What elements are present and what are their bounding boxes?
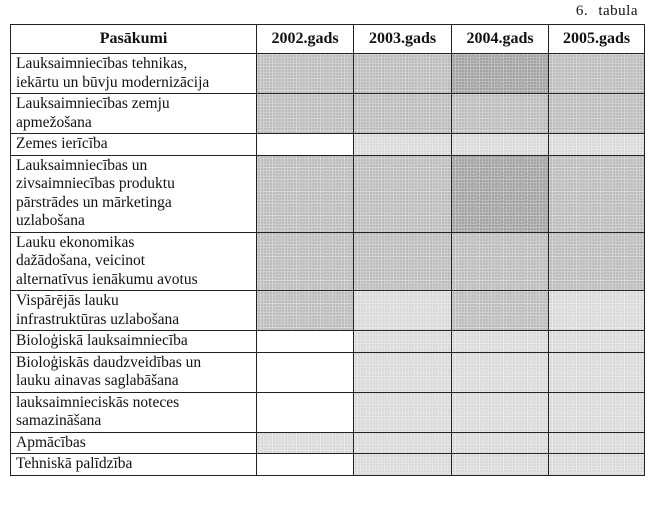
year-cell-2004 xyxy=(452,232,549,291)
year-cell-2004 xyxy=(452,54,549,94)
table-row xyxy=(11,331,645,353)
year-cell-2003 xyxy=(354,392,452,432)
year-cell-2002 xyxy=(257,352,354,392)
year-cell-2002 xyxy=(257,331,354,353)
year-cell-2003 xyxy=(354,352,452,392)
year-cell-2003 xyxy=(354,155,452,232)
year-cell-2004 xyxy=(452,432,549,454)
year-cell-2002 xyxy=(257,54,354,94)
table-body xyxy=(11,54,645,476)
year-cell-2002 xyxy=(257,155,354,232)
header-row xyxy=(11,25,645,54)
year-cell-2005 xyxy=(549,432,645,454)
measure-label: Vispārējās lauku infrastruktūras uzlabošana xyxy=(11,291,257,331)
table-row xyxy=(11,232,645,291)
measure-label: Lauksaimniecības zemju apmežošana xyxy=(11,94,257,134)
measure-label: lauksaimnieciskās noteces samazināšana xyxy=(11,392,257,432)
year-cell-2004 xyxy=(452,331,549,353)
table-row xyxy=(11,94,645,134)
year-cell-2003 xyxy=(354,454,452,476)
year-cell-2005 xyxy=(549,134,645,156)
measure-label: Apmācības xyxy=(11,432,257,454)
measure-label: Bioloģiskās daudzveidības un lauku ainavas saglabāšana xyxy=(11,352,257,392)
header-measures: Pasākumi xyxy=(11,25,257,54)
year-cell-2003 xyxy=(354,432,452,454)
year-cell-2005 xyxy=(549,94,645,134)
year-cell-2004 xyxy=(452,134,549,156)
year-cell-2004 xyxy=(452,392,549,432)
year-cell-2003 xyxy=(354,232,452,291)
measure-label: Lauksaimniecības tehnikas, iekārtu un būvju modernizācija xyxy=(11,54,257,94)
year-cell-2002 xyxy=(257,432,354,454)
year-cell-2004 xyxy=(452,454,549,476)
year-cell-2002 xyxy=(257,392,354,432)
year-cell-2005 xyxy=(549,232,645,291)
year-cell-2003 xyxy=(354,94,452,134)
year-cell-2003 xyxy=(354,54,452,94)
table-row xyxy=(11,392,645,432)
year-cell-2005 xyxy=(549,392,645,432)
table-row xyxy=(11,155,645,232)
table-row xyxy=(11,134,645,156)
year-cell-2005 xyxy=(549,352,645,392)
table-row xyxy=(11,54,645,94)
header-year-2002: 2002.gads xyxy=(257,25,354,54)
measure-label: Bioloģiskā lauksaimniecība xyxy=(11,331,257,353)
year-cell-2004 xyxy=(452,291,549,331)
table-caption: 6. tabula xyxy=(575,3,638,19)
year-cell-2005 xyxy=(549,291,645,331)
header-year-2003: 2003.gads xyxy=(354,25,452,54)
table-row xyxy=(11,454,645,476)
year-cell-2005 xyxy=(549,54,645,94)
table-row xyxy=(11,432,645,454)
year-cell-2003 xyxy=(354,331,452,353)
measure-label: Zemes ierīcība xyxy=(11,134,257,156)
measure-label: Lauksaimniecības un zivsaimniecības produktu pārstrādes un mārketinga uzlabošana xyxy=(11,155,257,232)
measures-table xyxy=(10,24,645,476)
year-cell-2004 xyxy=(452,155,549,232)
year-cell-2005 xyxy=(549,454,645,476)
year-cell-2004 xyxy=(452,94,549,134)
year-cell-2005 xyxy=(549,331,645,353)
year-cell-2002 xyxy=(257,454,354,476)
measure-label: Tehniskā palīdzība xyxy=(11,454,257,476)
table-row xyxy=(11,291,645,331)
year-cell-2002 xyxy=(257,134,354,156)
header-year-2005: 2005.gads xyxy=(549,25,645,54)
year-cell-2004 xyxy=(452,352,549,392)
year-cell-2003 xyxy=(354,134,452,156)
year-cell-2002 xyxy=(257,232,354,291)
measure-label: Lauku ekonomikas dažādošana, veicinot alternatīvus ienākumu avotus xyxy=(11,232,257,291)
table-row xyxy=(11,352,645,392)
year-cell-2002 xyxy=(257,291,354,331)
year-cell-2005 xyxy=(549,155,645,232)
header-year-2004: 2004.gads xyxy=(452,25,549,54)
year-cell-2002 xyxy=(257,94,354,134)
year-cell-2003 xyxy=(354,291,452,331)
